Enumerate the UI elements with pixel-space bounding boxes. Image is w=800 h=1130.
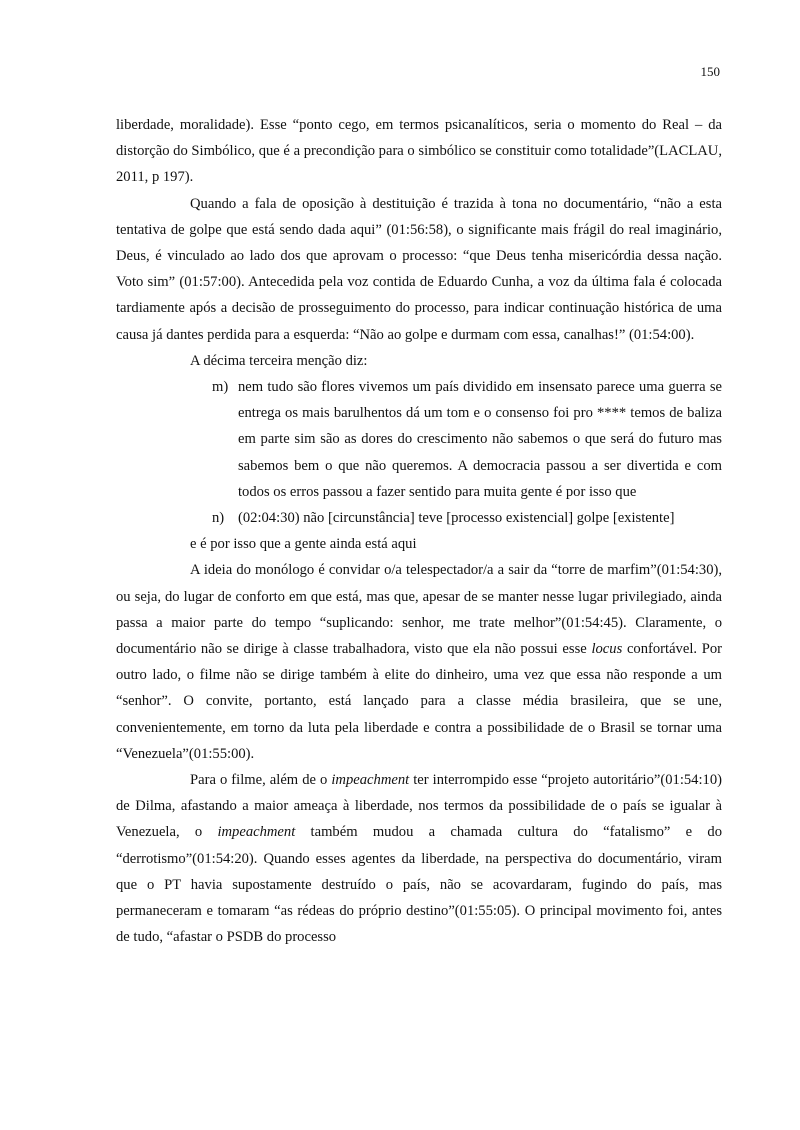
- list-item: [212, 374, 722, 505]
- list-item: [212, 505, 722, 531]
- paragraph-4-text-b: ter interrompido esse “projeto autoritário”(01:54:10) de Dilma, afastando a maior ameaça à liberdade, nos termos da possibilidade de o país se igualar à Venezuela, o: [116, 772, 722, 841]
- paragraph-1: liberdade, moralidade). Esse “ponto cego, em termos psicanalíticos, seria o momento do Real – da distorção do Simbólico, que é a precondição para o simbólico se constituir como totalidade”(LACLAU, 2011, p 197).: [116, 117, 722, 186]
- paragraph-4: [116, 767, 722, 950]
- quote-list: [116, 374, 722, 531]
- paragraph-3-text-b: confortável. Por outro lado, o filme não se dirige também à elite do dinheiro, uma vez que essa não responde a um “senhor”. O convite, portanto, está lançado para a classe média brasileira, que se une, convenientemente, em torno da luta pela liberdade e contra a possibilidade de o Brasil se tornar uma “Venezuela”(01:55:00).: [116, 641, 722, 762]
- paragraph-4-text-c: também mudou a chamada cultura do “fatalismo” e do “derrotismo”(01:54:20). Quando esses agentes da liberdade, na perspectiva do documentário, viram que o PT havia supostamente destruído o país, não se acovardaram, fugindo do país, mas permaneceram e tomaram “as rédeas do próprio destino”(01:55:05). O principal movimento foi, antes de tudo, “afastar o PSDB do processo: [116, 824, 723, 946]
- paragraph-3: [116, 557, 722, 767]
- page-number: 150: [700, 64, 720, 79]
- paragraph-2: Quando a fala de oposição à destituição é trazida à tona no documentário, “não a esta tentativa de golpe que está sendo dada aqui” (01:56:58), o significante mais frágil do real imaginário, Deus, é vinculado ao lado dos que aprovam o processo: “que Deus tenha misericórdia dessa nação. Voto sim” (01:57:00). Antecedida pela voz contida de Eduardo Cunha, a voz da última fala é colocada tardiamente após a decisão de prosseguimento do processo, para indicar continuação histórica de uma causa já dantes perdida para a esquerda: “Não ao golpe e durmam com essa, canalhas!” (01:54:00).: [116, 195, 722, 343]
- quote-continuation: e é por isso que a gente ainda está aqui: [190, 536, 417, 553]
- paragraph-3-text-a: A ideia do monólogo é convidar o/a telespectador/a a sair da “torre de marfim”(01:54:30), ou seja, do lugar de conforto em que está, mas que, apesar de se manter nesse lugar privilegiado, ainda passa a maior parte do tempo “suplicando: senhor, me trate melhor”(01:54:45). Claramente, o documentário não se dirige à classe trabalhadora, visto que ela não possui esse: [116, 562, 722, 658]
- quote-text: nem tudo são flores vivemos um país dividido em insensato parece uma guerra se entrega os mais barulhentos dá um tom e o consenso foi pro **** temos de baliza em parte sim são as dores do crescimento não sabemos o que será do futuro mas sabemos bem o que não queremos. A democracia passou a ser divertida e com todos os erros passou a fazer sentido para muita gente é por isso que: [238, 379, 722, 500]
- list-marker: m): [212, 379, 229, 396]
- quote-intro: A décima terceira menção diz:: [190, 352, 368, 369]
- emphasis-impeachment-1: impeachment: [331, 772, 410, 789]
- emphasis-locus: locus: [591, 641, 623, 658]
- quote-text: (02:04:30) não [circunstância] teve [processo existencial] golpe [existente]: [238, 510, 675, 527]
- body-text: [116, 112, 722, 951]
- emphasis-impeachment-2: impeachment: [217, 824, 296, 841]
- paragraph-4-text-a: Para o filme, além de o: [190, 772, 328, 789]
- list-marker: n): [212, 510, 225, 527]
